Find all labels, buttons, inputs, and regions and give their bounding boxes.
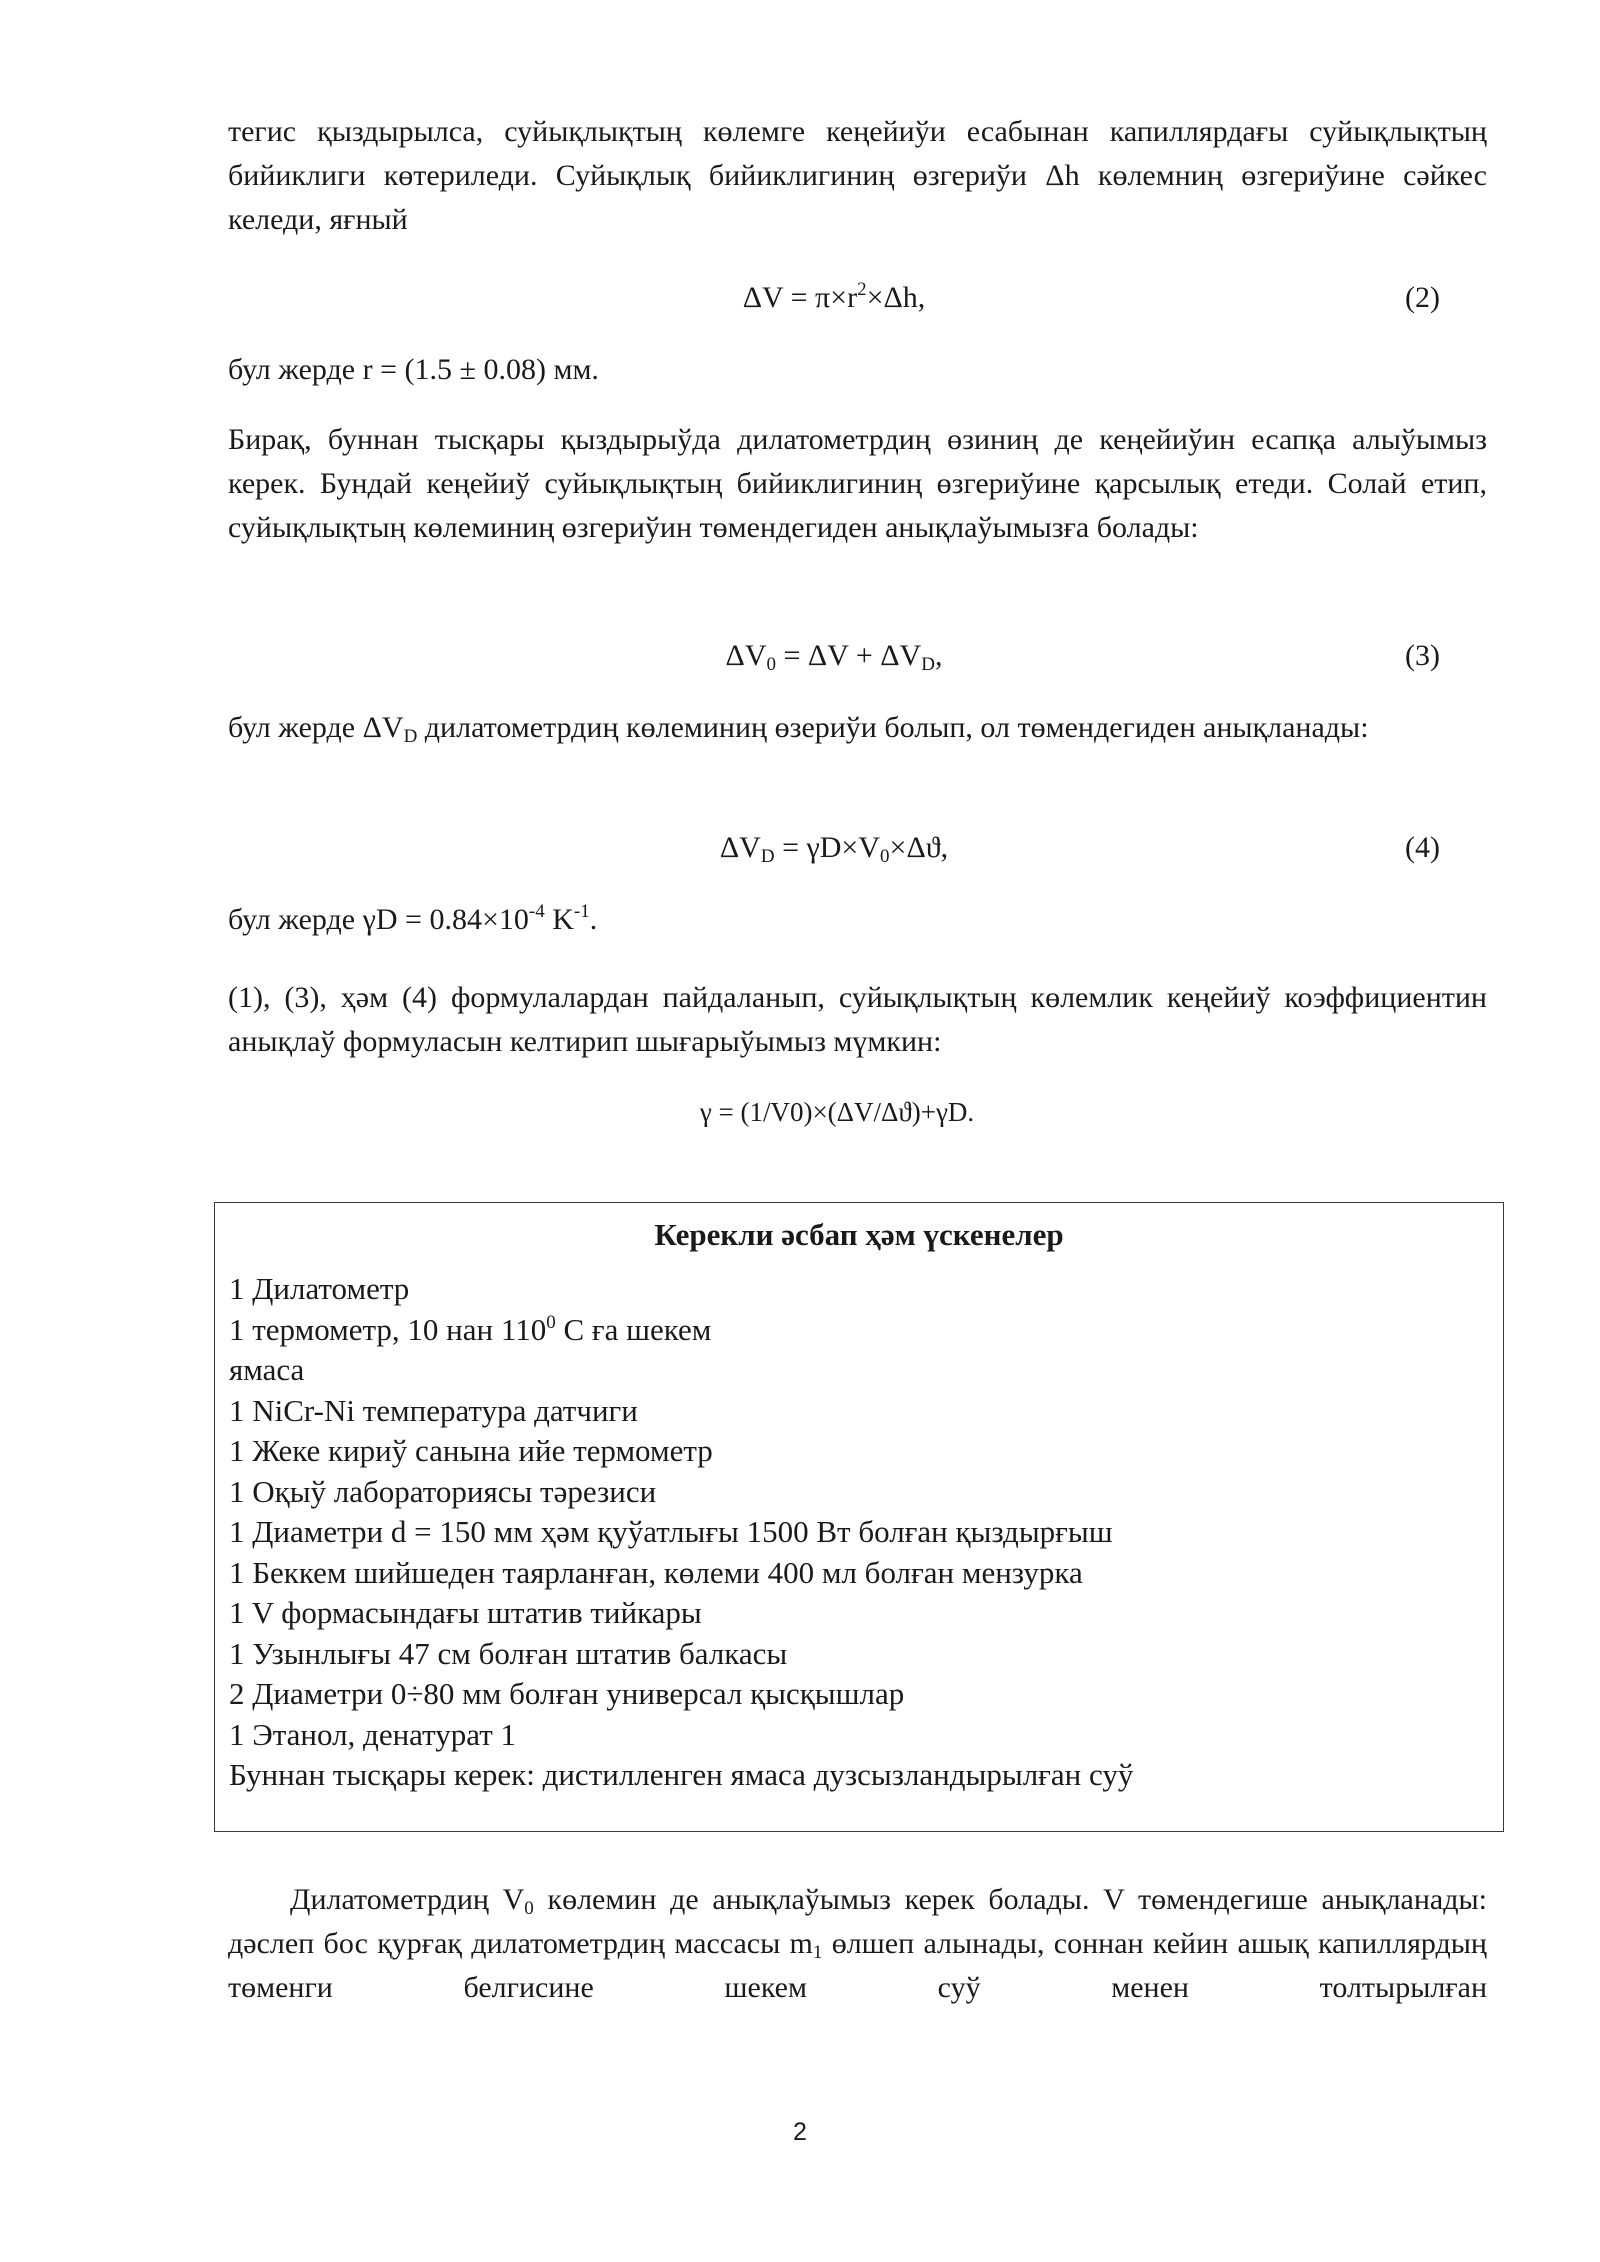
equipment-item: Буннан тысқары керек: дистилленген ямаса дузсызландырылған суў [229,1757,1134,1792]
equipment-list [229,1269,1489,1796]
equation-2-number: (2) [1405,281,1440,314]
equation-2 [228,276,1440,320]
equipment-item: 1 Этанол, денатурат 1 [229,1716,517,1752]
equipment-item: 1 Оқыў лабораториясы тәрезиси [229,1473,657,1509]
equation-2-expression: $\Delta V = \pi\times r^2\times\Delta h$, [742,279,926,314]
paragraph-capillary-rise: тегис қыздырылса, суйықлықтың көлемге кеңейиўи есабынан капиллярдағы суйықлықтың бийиклиги көтериледи. Суйықлық бийиклигиниң өзгериўи Δh көлемниң өзгериўине сәйкес келеди, яғный [228,115,1487,236]
equation-3-expression: $\Delta V_0 = \Delta V + \Delta V_D$, [725,639,943,675]
equipment-box [214,1202,1504,1832]
equipment-item: 1 Дилатометр [229,1271,410,1306]
equipment-item: ямаса [229,1352,305,1387]
paragraph-volume-v0: Дилатометрдиң $V_0$ көлемин де анықлаўымыз керек болады. V төмендегише анықланады: дәслеп бос қурғақ дилатометрдиң массасы $m_1$ өлшеп алынады, соннан кейин ашық капиллярдың төменги белгисине шекем суў менен толтырылған [228,1883,1487,2004]
paragraph-dilatometer-expansion: Бирақ, буннан тысқары қыздырыўда дилатометрдиң өзиниң де кеңейиўин есапқа алыўымыз керек. Бундай кеңейиў суйықлықтың бийиклигиниң өзгериўине қарсылық етеди. Солай етип, суйықлықтың көлеминиң өзгериўин төмендегиден анықлаўымызға болады: [228,423,1487,544]
equation-3 [228,634,1440,678]
equipment-item: 1 Диаметри d = 150 мм ҳәм қуўатлығы 1500 Вт болған қыздырғыш [229,1514,1113,1549]
paragraph-delta-vd-definition: бул жерде $\Delta V_D$ дилатометрдиң көлеминиң өзериўи болып, ол төмендегиден анықланады: [228,711,1369,747]
equipment-item: 1 V формасындағы штатив тийкары [229,1595,702,1630]
gamma-d-definition: бул жерде $\gamma D = 0.84\times 10^{-4}$ $K^{-1}$. [228,901,598,936]
formula-gamma-expression: γ = (1/V0)×(ΔV/Δϑ)+γD. [699,1097,975,1127]
radius-definition: бул жерде r = (1.5 ± 0.08) мм. [228,353,599,386]
page-number: 2 [793,2118,807,2146]
equipment-title: Керекли әсбап ҳәм үскенелер [654,1217,1064,1252]
equipment-item: 1 термометр, 10 нан $110^0$ C ға шекем [229,1311,712,1347]
equation-4-expression: $\Delta V_D = \gamma D\times V_0\times\Delta ϑ$, [719,831,949,867]
equipment-item: 2 Диаметри 0÷80 мм болған универсал қысқышлар [229,1676,905,1711]
equation-3-number: (3) [1405,639,1440,672]
equipment-item: 1 Жеке кириў санына ийе термометр [229,1433,713,1468]
formula-gamma [228,1090,1440,1134]
equation-4-number: (4) [1405,831,1440,864]
equation-4 [228,826,1440,870]
equipment-item: 1 Беккем шийшеден таярланған, көлеми 400 мл болған мензурка [229,1554,1083,1590]
equipment-item: 1 NiCr-Ni температура датчиги [229,1392,638,1428]
equipment-item: 1 Узынлығы 47 см болған штатив балкасы [229,1635,788,1671]
paragraph-derivation: (1), (3), ҳәм (4) формулалардан пайдаланып, суйықлықтың көлемлик кеңейиў коэффициентин анықлаў формуласын келтирип шығарыўымыз мүмкин: [228,981,1487,1058]
